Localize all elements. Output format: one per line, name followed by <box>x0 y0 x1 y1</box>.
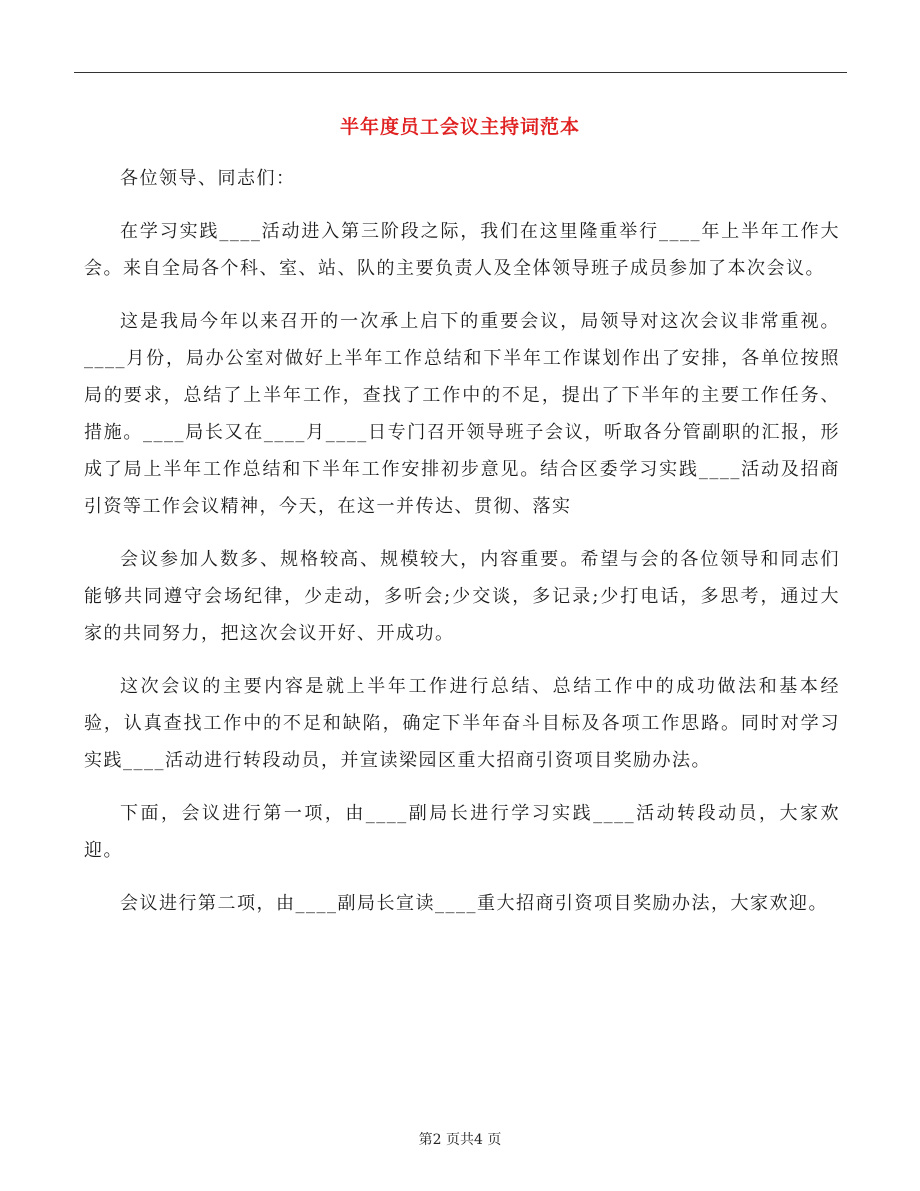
document-body <box>84 160 840 938</box>
paragraph-salutation: 各位领导、同志们： <box>120 168 296 189</box>
paragraph: 这次会议的主要内容是就上半年工作进行总结、总结工作中的成功做法和基本经验，认真查找工作中的不足和缺陷，确定下半年奋斗目标及各项工作思路。同时对学习实践____活动进行转段动员，并宣读梁园区重大招商引资项目奖励办法。 <box>84 676 840 771</box>
page-number: 第2 页共4 页 <box>418 1132 502 1148</box>
header-divider <box>74 72 847 73</box>
paragraph: 在学习实践____活动进入第三阶段之际，我们在这里隆重举行____年上半年工作大会。来自全局各个科、室、站、队的主要负责人及全体领导班子成员参加了本次会议。 <box>84 221 840 279</box>
paragraph: 下面，会议进行第一项，由____副局长进行学习实践____活动转段动员，大家欢迎。 <box>84 803 840 861</box>
paragraph: 会议进行第二项，由____副局长宣读____重大招商引资项目奖励办法，大家欢迎。 <box>120 893 828 914</box>
paragraph: 会议参加人数多、规格较高、规模较大，内容重要。希望与会的各位领导和同志们能够共同遵守会场纪律，少走动，多听会;少交谈，多记录;少打电话，多思考，通过大家的共同努力，把这次会议开好、开成功。 <box>84 549 840 644</box>
paragraph: 这是我局今年以来召开的一次承上启下的重要会议，局领导对这次会议非常重视。____月份，局办公室对做好上半年工作总结和下半年工作谋划作出了安排，各单位按照局的要求，总结了上半年工作，查找了工作中的不足，提出了下半年的主要工作任务、措施。____局长又在____月____日专门召开领导班子会议，听取各分管副职的汇报，形成了局上半年工作总结和下半年工作安排初步意见。结合区委学习实践____活动及招商引资等工作会议精神，今天，在这一并传达、贯彻、落实 <box>84 311 840 517</box>
document-title: 半年度员工会议主持词范本 <box>339 116 580 138</box>
